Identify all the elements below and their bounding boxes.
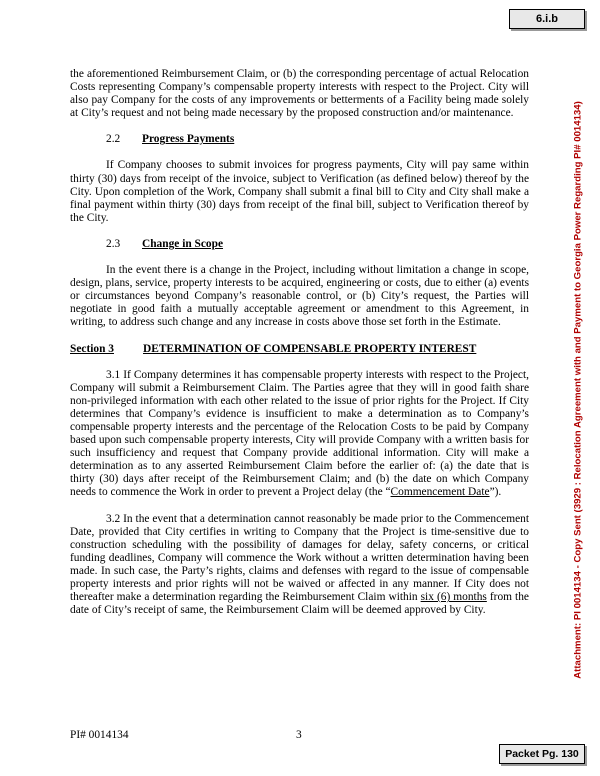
- heading-title: Change in Scope: [142, 237, 224, 250]
- section-3-heading: [70, 343, 529, 356]
- attachment-sidebar-label: Attachment: PI 0014134 - Copy Sent (3929 : Relocation Agreement with and Payment to Georgia Power Regarding PI# 0014134): [572, 101, 584, 679]
- footer-pi-number: PI# 0014134: [70, 729, 129, 741]
- heading-2-2: [70, 133, 529, 146]
- paragraph-2-2: If Company chooses to submit invoices for progress payments, City will pay same within thirty (30) days from receipt of the invoice, subject to Verification (as defined below) thereof by the City. Upon completion of the Work, Company shall submit a final bill to City and City shall make a final payment within thirty (30) days from receipt of the final bill, subject to Verification thereof by the City.: [70, 159, 529, 224]
- paragraph-3-2-text: 3.2 In the event that a determination cannot reasonably be made prior to the Commencement Date, provided that City certifies in writing to Company that the Project is time-sensitive due to construction scheduling with the possibility of damages for delay, safety concerns, or critical funding deadlines, Company will commence the Work without a written determination having been made. In such case, the Party’s rights, claims and defenses with regard to the issue of compensable property interests and prior rights will not be waived or affected in any manner. If City does not thereafter make a determination regarding the Reimbursement Claim within: [70, 512, 529, 604]
- paragraph-3-1: [70, 369, 529, 500]
- paragraph-3-1-text: 3.1 If Company determines it has compensable property interests with respect to the Project, Company will submit a Reimbursement Claim. The Parties agree that they will in good faith share non-privileged information with each other related to the issue of prior rights for the Project. If City determines that Company’s evidence is insufficient to make a determination as to Company’s compensable property interests and the percentage of the Relocation Costs to be paid by Company based upon such compensable property interests, City will provide Company with a written basis for such insufficiency and request that Company provide additional information. City will make a determination as to any asserted Reimbursement Claim before the earlier of: (a) the date that is thirty (30) days after receipt of the Reimbursement Claim; and (b) the date on which Company needs to commence the Work in order to prevent a Project delay (the “: [70, 368, 529, 499]
- paragraph-2-3: In the event there is a change in the Project, including without limitation a change in scope, design, plans, service, property interests to be acquired, engineering or costs, due to either (a) events or circumstances beyond Company’s reasonable control, or (b) City’s request, the Parties will negotiate in good faith a mutually acceptable agreement or amendment to this Agreement, in writing, to address such change and any increase in costs above those set forth in the Estimate.: [70, 264, 529, 329]
- heading-title: Progress Payments: [142, 133, 235, 146]
- heading-2-3: [70, 238, 529, 251]
- packet-page-label: Packet Pg. 130: [499, 744, 585, 764]
- term-six-months: six (6) months: [420, 591, 487, 604]
- heading-number: 2.2: [106, 133, 121, 146]
- document-body: [70, 68, 529, 617]
- heading-number: 2.3: [106, 237, 121, 250]
- paragraph-3-2: [70, 513, 529, 618]
- section-title: DETERMINATION OF COMPENSABLE PROPERTY INTEREST: [143, 342, 477, 355]
- footer-page-number: 3: [296, 729, 302, 741]
- document-tag: 6.i.b: [509, 9, 585, 29]
- section-number: Section 3: [70, 342, 114, 355]
- paragraph-3-2-end: from the date of City’s receipt of same, the Reimbursement Claim will be deemed approved by City.: [70, 591, 529, 617]
- paragraph-3-1-end: ”).: [489, 486, 502, 499]
- paragraph-continuation: the aforementioned Reimbursement Claim, or (b) the corresponding percentage of actual Relocation Costs representing Company’s compensable property interests with respect to the Project. City will also pay Company for the costs of any improvements or betterments of a Facility being made solely at City’s request and not being made necessary by the proposed construction and/or maintenance.: [70, 68, 529, 120]
- defined-term-commencement-date: Commencement Date: [390, 486, 490, 499]
